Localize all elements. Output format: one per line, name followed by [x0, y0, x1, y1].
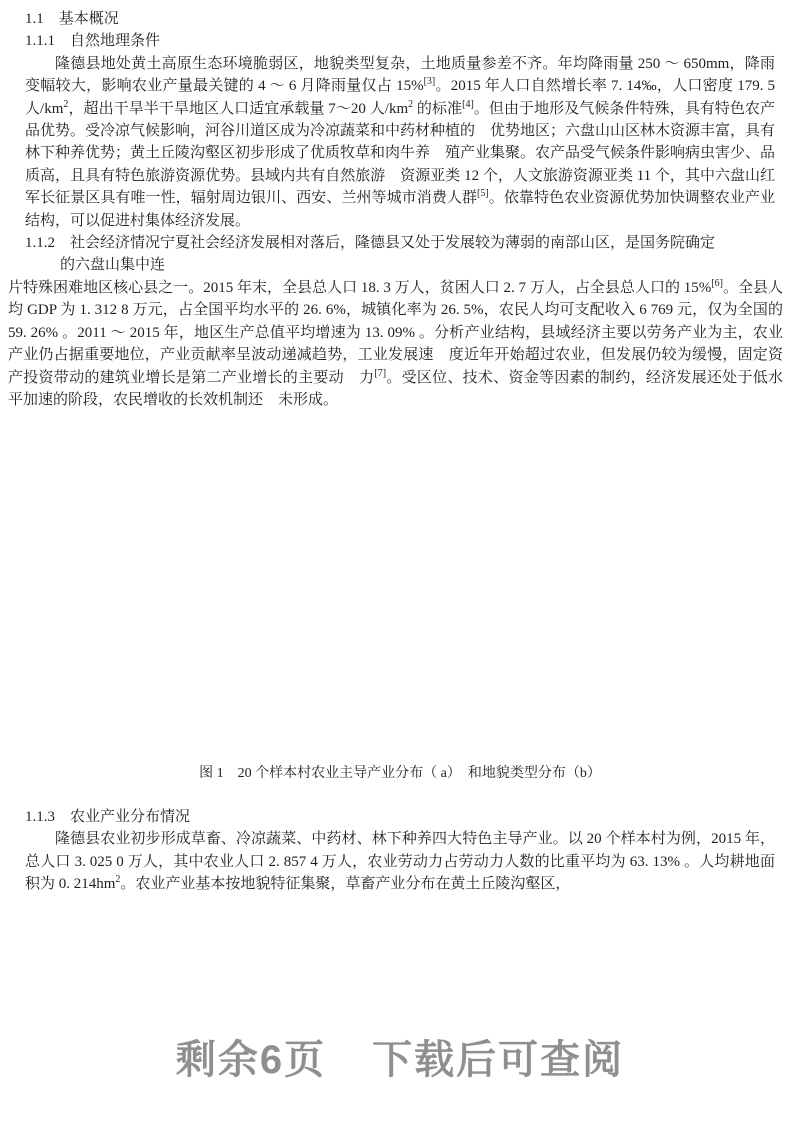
figure-placeholder	[25, 411, 775, 763]
text-run: 1.1.1 自然地理条件	[25, 33, 161, 50]
section-heading-1-1-2-line2	[25, 254, 775, 276]
text-run: 1.1.2 社会经济情况宁夏社会经济发展相对落后，隆德县又处于发展较为薄弱的南部山区，是国务院确定	[25, 235, 716, 252]
superscript-ref: [7]	[374, 367, 387, 379]
superscript-ref: [5]	[477, 188, 489, 200]
text-run: 。2015 年人口自然增长率 7. 14‰，人口密度 179. 5 人/km	[25, 78, 775, 117]
download-watermark[interactable]	[0, 1028, 800, 1085]
watermark-remaining-pages: 剩余6页	[175, 1038, 327, 1082]
watermark-download-hint: 下载后可查阅	[372, 1038, 625, 1082]
text-run: 的六盘山集中连	[60, 257, 166, 274]
superscript-ref: 2	[115, 873, 121, 885]
text-run: 。但由于地形及气候条件特殊，具有特色农产品优势。受冷凉气候影响，河谷川道区成为冷凉蔬菜和中药材种植的 优势地区；六盘山山区林木资源丰富，具有林下种养优势；黄土丘陵沟壑区初步形成了优质牧草和肉牛养 殖产业集聚。农产品受气候条件影响病虫害少、品质高，且具有特色旅游资源优势。县域内共有自然旅游 资源亚类 12 个，人文旅游资源亚类 11 个，其中六盘山红军长征景区具有唯一性，辐射周边银川、西安、兰州等城市消费人群	[25, 100, 776, 207]
text-run: 1.1 基本概况	[25, 11, 119, 27]
section-heading-1-1-2-line1	[25, 232, 775, 254]
text-run: 片特殊困难地区核心县之一。2015 年末，全县总人口 18. 3 万人，贫困人口 2. 7 万人，占全县总人口的 15%	[8, 279, 712, 296]
text-run: 隆德县农业初步形成草畜、冷凉蔬菜、中药材、林下种养四大特色主导产业。以 20 个样本村为例，2015 年，总人口 3. 025 0 万人，其中农业人口 2. 857 4 万人，农业劳动力占劳动力人数的比重平均为 63. 13% 。人均耕地面积为 0. 214hm	[25, 831, 775, 892]
text-run: 。受区位、技术、资金等因素的制约，经济发展还处于低水平加速的阶段，农民增收的长效机制还 未形成。	[8, 369, 783, 408]
text-run: ，超出干旱半干旱地区人口适宜承载量 7～20 人/km	[68, 100, 409, 117]
text-run: 的标准	[413, 100, 463, 117]
gap-before-section-1-1-3	[25, 786, 775, 806]
superscript-ref: [3]	[423, 76, 436, 88]
superscript-ref: [6]	[711, 277, 723, 289]
superscript-ref: [4]	[462, 98, 474, 110]
text-run: 1.1.3 农业产业分布情况	[25, 808, 191, 825]
text-run: 图 1 20 个样本村农业主导产业分布（ a） 和地貌类型分布（b）	[199, 766, 601, 782]
text-run: 。农业产业基本按地貌特征集聚，草畜产业分布在黄土丘陵沟壑区，	[120, 875, 571, 892]
superscript-ref: 2	[63, 98, 69, 110]
section-heading-1-1	[25, 8, 775, 30]
superscript-ref: 2	[408, 98, 414, 110]
figure-caption	[25, 763, 775, 785]
section-heading-1-1-1	[25, 30, 775, 52]
text-run: 隆德县地处黄土高原生态环境脆弱区，地貌类型复杂，土地质量参差不齐。年均降雨量 250 ～ 650mm，降雨变幅较大，影响农业产量最关键的 4 ～ 6 月降雨量仅占 15%	[25, 55, 775, 95]
paragraph-social-economy	[8, 277, 783, 411]
section-heading-1-1-3	[25, 806, 775, 828]
text-run: 。依靠特色农业资源优势加快调整农业产业结构，可以促进村集体经济发展。	[25, 190, 775, 229]
text-run: 。全县人均 GDP 为 1. 312 8 万元，占全国平均水平的 26. 6%，城镇化率为 26. 5%，农民人均可支配收入 6 769 元，仅为全国的 59. 26% 。2011 ～ 2015 年，地区生产总值平均增速为 13. 09% 。分析产业结构，县域经济主要以劳务产业为主，农业产业仍占据重要地位，产业贡献率呈波动递减趋势，工业发展速 度近年开始超过农业，但发展仍较为缓慢，固定资产投资带动的建筑业增长是第二产业增长的主要动 力	[8, 279, 783, 386]
paragraph-natural-geography	[25, 53, 775, 232]
paragraph-agriculture-distribution	[25, 828, 775, 895]
